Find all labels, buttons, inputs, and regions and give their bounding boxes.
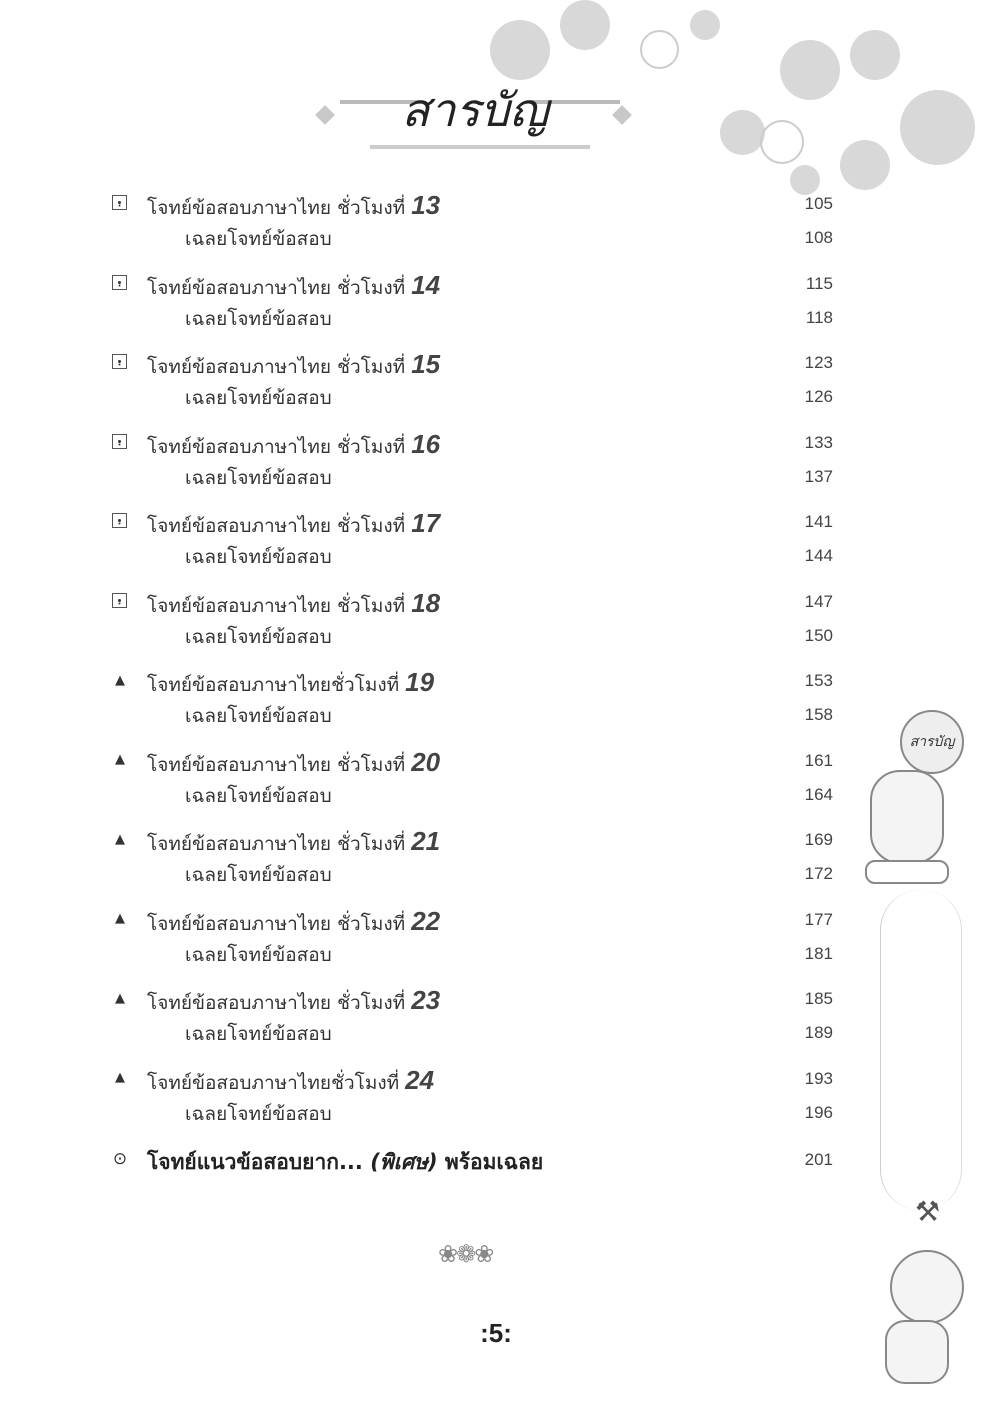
page-number: 126 (804, 387, 833, 406)
page-number: 137 (804, 466, 833, 486)
hour-number: 20 (411, 746, 441, 777)
entry-label (147, 349, 440, 382)
label-text: โจทย์ข้อสอบภาษาไทย ชั่วโมงที่ (147, 833, 406, 855)
label-text: โจทย์ข้อสอบภาษาไทยชั่วโมงที่ (147, 1071, 400, 1094)
answer-label: เฉลยโจทย์ข้อสอบ (185, 1102, 332, 1125)
hour-number: 14 (411, 269, 441, 300)
toc-entry[interactable] (0, 745, 992, 775)
toc-entry[interactable] (0, 427, 992, 457)
entry-label (147, 667, 434, 700)
toc-answer-entry[interactable] (0, 222, 992, 252)
answer-label: เฉลยโจทย์ข้อสอบ (185, 228, 332, 250)
page-number: 147 (804, 591, 833, 611)
hour-number: 21 (411, 826, 441, 856)
toc-answer-entry[interactable] (0, 858, 992, 888)
hour-number: 13 (411, 190, 441, 220)
toc-entry[interactable] (0, 665, 992, 695)
toc-entry[interactable] (0, 824, 992, 854)
bell-icon: ▲ (115, 990, 125, 1006)
axe-icon: ⚒ (915, 1195, 941, 1228)
answer-label: เฉลยโจทย์ข้อสอบ (185, 705, 332, 727)
keyhole-box-icon (112, 513, 127, 528)
toc-entry[interactable] (0, 983, 992, 1013)
page-number: 115 (805, 273, 833, 293)
page-number: 169 (804, 830, 833, 849)
entry-label (147, 190, 440, 223)
answer-label: เฉลยโจทย์ข้อสอบ (185, 625, 332, 648)
bell-icon: ▲ (115, 911, 125, 926)
entry-label (147, 747, 440, 780)
toc-entry[interactable] (0, 904, 992, 934)
bell-icon: ▲ (115, 672, 125, 688)
toc-entry-special[interactable] (0, 1144, 992, 1174)
answer-label: เฉลยโจทย์ข้อสอบ (185, 387, 332, 409)
swirl-decoration (880, 890, 962, 1210)
page-number: 133 (804, 432, 833, 452)
label-text: โจทย์ข้อสอบภาษาไทย ชั่วโมงที่ (147, 753, 406, 776)
page-number: 153 (804, 671, 833, 690)
hour-number: 16 (411, 428, 441, 459)
entry-label (147, 1146, 543, 1179)
toc-entry[interactable] (0, 347, 992, 377)
entry-label (147, 270, 440, 303)
page-number: 105 (804, 194, 833, 213)
answer-label: เฉลยโจทย์ข้อสอบ (185, 943, 332, 966)
entry-label (147, 429, 440, 462)
page-number: 161 (804, 750, 833, 770)
page-number: 193 (804, 1068, 833, 1088)
hour-number: 23 (411, 985, 441, 1015)
answer-label: เฉลยโจทย์ข้อสอบ (185, 466, 332, 489)
label-text: โจทย์ข้อสอบภาษาไทย ชั่วโมงที่ (147, 435, 406, 458)
label-text: โจทย์ข้อสอบภาษาไทย ชั่วโมงที่ (147, 515, 406, 537)
page-number: 164 (804, 784, 833, 804)
circle-dot-icon: ⊙ (112, 1149, 128, 1169)
entry-label (147, 1065, 434, 1098)
toc-entry[interactable] (0, 268, 992, 298)
hour-number: 22 (411, 905, 441, 936)
label-text: โจทย์ข้อสอบภาษาไทย ชั่วโมงที่ (147, 356, 406, 378)
page-number: 158 (804, 705, 833, 724)
toc-entry[interactable] (0, 586, 992, 616)
keyhole-box-icon (112, 195, 127, 210)
toc-answer-entry[interactable] (0, 699, 992, 729)
bell-icon: ▲ (115, 1070, 125, 1085)
title-banner (310, 60, 640, 160)
toc-answer-entry[interactable] (0, 779, 992, 809)
page-number: 118 (805, 307, 833, 327)
answer-label: เฉลยโจทย์ข้อสอบ (185, 546, 332, 568)
entry-label (147, 906, 440, 939)
page-number: 150 (804, 625, 833, 645)
flower-ornament: ❀❁❀ (438, 1240, 493, 1268)
entry-label (147, 826, 440, 859)
bell-icon: ▲ (115, 831, 125, 847)
keyhole-box-icon (112, 354, 127, 369)
label-text: โจทย์ข้อสอบภาษาไทย ชั่วโมงที่ (147, 594, 406, 617)
hour-number: 24 (405, 1064, 435, 1095)
page-title: สารบัญ (401, 83, 549, 137)
page-number: 141 (804, 512, 833, 531)
toc-entry[interactable] (0, 506, 992, 536)
label-text: โจทย์ข้อสอบภาษาไทย ชั่วโมงที่ (147, 912, 406, 935)
toc-answer-entry[interactable] (0, 620, 992, 650)
toc-answer-entry[interactable] (0, 540, 992, 570)
page-number: 181 (804, 943, 833, 963)
page-number: 108 (804, 228, 833, 247)
toc-answer-entry[interactable] (0, 1017, 992, 1047)
page-number: 196 (804, 1102, 833, 1122)
toc-answer-entry[interactable] (0, 938, 992, 968)
keyhole-box-icon (112, 275, 127, 290)
label-emphasis: (พิเศษ) (370, 1150, 438, 1174)
hour-number: 18 (411, 587, 441, 618)
toc-answer-entry[interactable] (0, 302, 992, 332)
page-number: 189 (804, 1023, 833, 1042)
page-number: 201 (804, 1150, 833, 1169)
label-end: พร้อมเฉลย (444, 1150, 544, 1174)
bell-icon: ▲ (115, 752, 125, 767)
keyhole-box-icon (112, 434, 127, 449)
answer-label: เฉลยโจทย์ข้อสอบ (185, 1023, 332, 1045)
page-number: 123 (804, 353, 833, 372)
hour-number: 19 (405, 667, 435, 697)
toc-answer-entry[interactable] (0, 461, 992, 491)
toc-answer-entry[interactable] (0, 381, 992, 411)
hour-number: 17 (411, 508, 441, 538)
answer-label: เฉลยโจทย์ข้อสอบ (185, 307, 332, 330)
toc-entry[interactable] (0, 188, 992, 218)
footer-page-number: :5: (480, 1318, 512, 1348)
label-text: โจทย์ข้อสอบภาษาไทย ชั่วโมงที่ (147, 276, 406, 299)
label-start: โจทย์แนวข้อสอบยาก... (147, 1150, 363, 1174)
answer-label: เฉลยโจทย์ข้อสอบ (185, 864, 332, 886)
label-text: โจทย์ข้อสอบภาษาไทย ชั่วโมงที่ (147, 992, 406, 1014)
page-number: 172 (804, 864, 833, 883)
hour-number: 15 (411, 349, 441, 379)
sidebar-badge: สารบัญ (900, 710, 964, 774)
label-text: โจทย์ข้อสอบภาษาไทย ชั่วโมงที่ (147, 197, 406, 219)
toc-answer-entry[interactable] (0, 1097, 992, 1127)
page-number: 185 (804, 989, 833, 1008)
entry-label (147, 508, 440, 541)
entry-label (147, 588, 440, 621)
page-number: 177 (804, 909, 833, 929)
label-text: โจทย์ข้อสอบภาษาไทยชั่วโมงที่ (147, 674, 400, 696)
keyhole-box-icon (112, 593, 127, 608)
page-number: 144 (804, 546, 833, 565)
answer-label: เฉลยโจทย์ข้อสอบ (185, 784, 332, 807)
toc-entry[interactable] (0, 1063, 992, 1093)
entry-label (147, 985, 440, 1018)
